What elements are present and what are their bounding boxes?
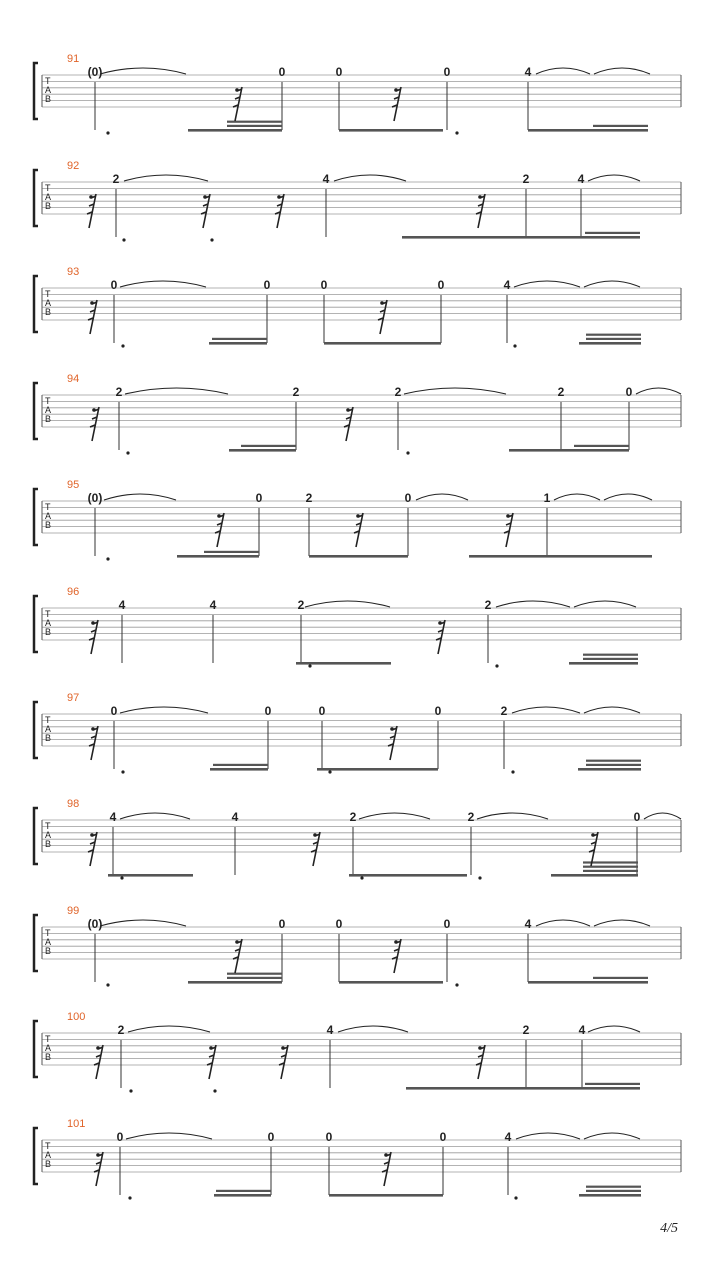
tie-arc <box>604 494 652 500</box>
dot-icon <box>122 238 125 241</box>
rest-icon <box>275 194 284 228</box>
system-bracket <box>34 808 38 864</box>
dot-icon <box>120 876 123 879</box>
tie-arc <box>334 175 406 181</box>
tie-arc <box>644 813 681 819</box>
fret-number: 4 <box>503 278 511 292</box>
fret-number: 4 <box>326 1023 334 1037</box>
measure-number: 94 <box>67 373 80 385</box>
tab-clef-letter: B <box>45 201 52 211</box>
beam <box>227 125 282 127</box>
beam <box>528 981 648 984</box>
fret-number: 2 <box>349 810 357 824</box>
system-bracket <box>34 63 38 119</box>
fret-number: 1 <box>543 491 551 505</box>
tab-clef-letter: A <box>45 405 52 415</box>
rest-icon <box>215 513 224 547</box>
fret-number: (0) <box>87 491 103 505</box>
rest-head-icon <box>91 621 95 625</box>
fret-number: 2 <box>112 172 120 186</box>
tab-system <box>34 53 681 135</box>
dot-icon <box>129 1089 132 1092</box>
tab-clef-letter: A <box>45 724 52 734</box>
rest-head-icon <box>92 408 96 412</box>
rest-icon <box>388 726 397 760</box>
rest-head-icon <box>235 940 239 944</box>
fret-number: 0 <box>439 1130 447 1144</box>
beam <box>402 236 640 239</box>
rest-icon <box>504 513 513 547</box>
dot-icon <box>128 1196 131 1199</box>
rest-head-icon <box>591 833 595 837</box>
tie-arc <box>120 813 190 819</box>
tab-system <box>34 586 681 668</box>
measure-number: 93 <box>67 266 80 278</box>
tie-arc <box>588 175 640 181</box>
rest-icon <box>233 87 242 121</box>
beam <box>585 232 640 234</box>
tab-system <box>34 692 681 774</box>
dot-icon <box>455 983 458 986</box>
fret-number: 2 <box>500 704 508 718</box>
beam <box>593 977 648 979</box>
tab-clef-letter: T <box>45 928 51 938</box>
fret-number: 0 <box>404 491 412 505</box>
fret-number: 4 <box>118 598 126 612</box>
fret-number: 4 <box>504 1130 512 1144</box>
fret-number: 4 <box>231 810 239 824</box>
rest-head-icon <box>90 833 94 837</box>
fret-number: 0 <box>116 1130 124 1144</box>
rest-head-icon <box>277 195 281 199</box>
measure-number: 99 <box>67 905 80 917</box>
beam <box>586 764 641 766</box>
tie-arc <box>100 920 186 926</box>
fret-number: 4 <box>577 172 585 186</box>
rest-icon <box>88 832 97 866</box>
rest-icon <box>476 1045 485 1079</box>
beam <box>578 768 641 771</box>
tab-system <box>34 373 681 455</box>
measure-number: 91 <box>67 53 80 65</box>
rest-icon <box>94 1152 103 1186</box>
system-bracket <box>34 915 38 971</box>
tie-arc <box>514 281 580 287</box>
rest-head-icon <box>89 195 93 199</box>
beam <box>583 658 638 660</box>
rest-icon <box>89 620 98 654</box>
rest-icon <box>88 300 97 334</box>
beam <box>329 1194 443 1197</box>
fret-number: 2 <box>292 385 300 399</box>
dot-icon <box>360 876 363 879</box>
system-bracket <box>34 276 38 332</box>
tie-arc <box>512 707 580 713</box>
fret-number: 0 <box>267 1130 275 1144</box>
tab-clef-letter: A <box>45 618 52 628</box>
fret-number: 4 <box>524 917 532 931</box>
rest-icon <box>382 1152 391 1186</box>
tab-clef-letter: T <box>45 715 51 725</box>
measure-number: 95 <box>67 479 80 491</box>
rest-icon <box>344 407 353 441</box>
beam <box>212 338 267 340</box>
fret-number: (0) <box>87 917 103 931</box>
beam <box>309 555 408 558</box>
beam <box>216 1190 271 1192</box>
tie-arc <box>584 1133 640 1139</box>
tie-arc <box>404 388 506 394</box>
beam <box>204 551 259 553</box>
tab-clef-letter: T <box>45 396 51 406</box>
rest-head-icon <box>90 301 94 305</box>
beam <box>551 874 638 877</box>
system-bracket <box>34 1021 38 1077</box>
tab-clef-letter: B <box>45 1052 52 1062</box>
page-number: 4/5 <box>660 1221 678 1236</box>
beam <box>586 338 641 340</box>
dot-icon <box>213 1089 216 1092</box>
fret-number: 0 <box>255 491 263 505</box>
beam <box>574 445 629 447</box>
tab-clef-letter: T <box>45 821 51 831</box>
tie-arc <box>477 813 548 819</box>
rest-head-icon <box>394 940 398 944</box>
tab-system <box>34 266 681 348</box>
tab-clef-letter: B <box>45 94 52 104</box>
beam <box>469 555 652 558</box>
tie-arc <box>496 601 570 607</box>
tab-clef-letter: T <box>45 609 51 619</box>
tab-clef-letter: B <box>45 307 52 317</box>
tab-clef-letter: B <box>45 414 52 424</box>
beam <box>241 445 296 447</box>
beam <box>528 129 648 132</box>
beam <box>586 760 641 762</box>
fret-number: 0 <box>434 704 442 718</box>
tab-clef-letter: B <box>45 627 52 637</box>
rest-icon <box>94 1045 103 1079</box>
measure-number: 101 <box>67 1118 86 1130</box>
tie-arc <box>120 707 208 713</box>
system-bracket <box>34 596 38 652</box>
rest-icon <box>392 939 401 973</box>
tab-system <box>34 798 681 880</box>
beam <box>569 662 638 665</box>
rest-head-icon <box>506 514 510 518</box>
beam <box>324 342 441 345</box>
rest-head-icon <box>390 727 394 731</box>
tab-clef-letter: T <box>45 502 51 512</box>
tie-arc <box>124 175 208 181</box>
measure-number: 97 <box>67 692 80 704</box>
beam <box>229 449 296 452</box>
tab-clef-letter: T <box>45 1034 51 1044</box>
rest-head-icon <box>235 88 239 92</box>
system-bracket <box>34 489 38 545</box>
fret-number: 0 <box>110 278 118 292</box>
fret-number: 2 <box>115 385 123 399</box>
beam <box>227 977 282 979</box>
tie-arc <box>536 920 590 926</box>
tab-clef-letter: A <box>45 192 52 202</box>
fret-number: 0 <box>110 704 118 718</box>
beam <box>509 449 629 452</box>
dot-icon <box>121 344 124 347</box>
beam <box>586 334 641 336</box>
system-bracket <box>34 383 38 439</box>
beam <box>583 654 638 656</box>
tie-arc <box>554 494 600 500</box>
measure-number: 100 <box>67 1011 86 1023</box>
rest-head-icon <box>91 727 95 731</box>
rest-head-icon <box>394 88 398 92</box>
tab-clef-letter: B <box>45 1159 52 1169</box>
dot-icon <box>106 131 109 134</box>
beam <box>214 1194 271 1197</box>
dot-icon <box>478 876 481 879</box>
rest-head-icon <box>96 1153 100 1157</box>
tab-clef-letter: T <box>45 183 51 193</box>
dot-icon <box>328 770 331 773</box>
beam <box>579 1194 641 1197</box>
fret-number: (0) <box>87 65 103 79</box>
tie-arc <box>126 1133 212 1139</box>
tie-arc <box>584 707 640 713</box>
fret-number: 2 <box>522 172 530 186</box>
fret-number: 0 <box>625 385 633 399</box>
tie-arc <box>120 281 206 287</box>
measure-number: 92 <box>67 160 80 172</box>
tab-clef-letter: A <box>45 937 52 947</box>
rest-head-icon <box>380 301 384 305</box>
fret-number: 0 <box>633 810 641 824</box>
tab-clef-letter: A <box>45 85 52 95</box>
tab-clef-letter: B <box>45 520 52 530</box>
fret-number: 2 <box>297 598 305 612</box>
dot-icon <box>308 664 311 667</box>
rest-icon <box>89 726 98 760</box>
beam <box>586 1190 641 1192</box>
tab-clef-letter: T <box>45 289 51 299</box>
dot-icon <box>126 451 129 454</box>
beam <box>585 1083 640 1085</box>
fret-number: 0 <box>437 278 445 292</box>
system-bracket <box>34 702 38 758</box>
beam <box>339 981 443 984</box>
beam <box>209 342 267 345</box>
rest-head-icon <box>438 621 442 625</box>
tie-arc <box>100 68 186 74</box>
rest-head-icon <box>96 1046 100 1050</box>
tab-clef-letter: T <box>45 76 51 86</box>
beam <box>177 555 259 558</box>
tab-clef-letter: A <box>45 298 52 308</box>
fret-number: 0 <box>278 917 286 931</box>
fret-number: 0 <box>443 65 451 79</box>
rest-icon <box>436 620 445 654</box>
tie-arc <box>125 388 228 394</box>
fret-number: 4 <box>322 172 330 186</box>
rest-head-icon <box>217 514 221 518</box>
tie-arc <box>636 388 681 394</box>
tab-system <box>34 160 681 242</box>
measure-number: 96 <box>67 586 80 598</box>
fret-number: 2 <box>305 491 313 505</box>
dot-icon <box>511 770 514 773</box>
tab-clef-letter: A <box>45 1043 52 1053</box>
measure-number: 98 <box>67 798 80 810</box>
beam <box>213 764 268 766</box>
beam <box>210 768 268 771</box>
tie-arc <box>104 494 176 500</box>
rest-head-icon <box>346 408 350 412</box>
tie-arc <box>584 281 640 287</box>
dot-icon <box>210 238 213 241</box>
tab-clef-letter: A <box>45 1150 52 1160</box>
fret-number: 2 <box>557 385 565 399</box>
tie-arc <box>416 494 468 500</box>
fret-number: 0 <box>318 704 326 718</box>
rest-icon <box>233 939 242 973</box>
tie-arc <box>536 68 590 74</box>
rest-icon <box>392 87 401 121</box>
rest-icon <box>378 300 387 334</box>
beam <box>583 870 638 872</box>
tab-clef-letter: B <box>45 839 52 849</box>
beam <box>188 981 282 984</box>
fret-number: 4 <box>109 810 117 824</box>
dot-icon <box>106 557 109 560</box>
beam <box>317 768 438 771</box>
tab-system <box>34 1118 681 1200</box>
tab-system <box>34 479 681 561</box>
dot-icon <box>514 1196 517 1199</box>
dot-icon <box>106 983 109 986</box>
fret-number: 4 <box>209 598 217 612</box>
tie-arc <box>574 601 636 607</box>
rest-icon <box>311 832 320 866</box>
fret-number: 2 <box>394 385 402 399</box>
beam <box>586 1186 641 1188</box>
rest-head-icon <box>356 514 360 518</box>
system-bracket <box>34 170 38 226</box>
tab-system <box>34 905 681 987</box>
beam <box>339 129 443 132</box>
beam <box>188 129 282 132</box>
rest-icon <box>90 407 99 441</box>
fret-number: 0 <box>320 278 328 292</box>
tie-arc <box>516 1133 580 1139</box>
tab-clef-letter: A <box>45 830 52 840</box>
fret-number: 0 <box>443 917 451 931</box>
beam <box>406 1087 640 1090</box>
tab-clef-letter: A <box>45 511 52 521</box>
dot-icon <box>513 344 516 347</box>
rest-head-icon <box>478 1046 482 1050</box>
tie-arc <box>588 1026 640 1032</box>
rest-icon <box>87 194 96 228</box>
rest-head-icon <box>313 833 317 837</box>
tab-system <box>34 1011 681 1093</box>
rest-head-icon <box>384 1153 388 1157</box>
dot-icon <box>121 770 124 773</box>
rest-icon <box>354 513 363 547</box>
tie-arc <box>359 813 430 819</box>
tie-arc <box>128 1026 210 1032</box>
dot-icon <box>406 451 409 454</box>
fret-number: 2 <box>117 1023 125 1037</box>
rest-icon <box>476 194 485 228</box>
beam <box>593 125 648 127</box>
fret-number: 0 <box>335 917 343 931</box>
tie-arc <box>594 68 650 74</box>
fret-number: 4 <box>524 65 532 79</box>
system-bracket <box>34 1128 38 1184</box>
fret-number: 0 <box>325 1130 333 1144</box>
fret-number: 0 <box>264 704 272 718</box>
beam <box>296 662 391 665</box>
tie-arc <box>594 920 650 926</box>
tab-clef-letter: T <box>45 1141 51 1151</box>
fret-number: 0 <box>335 65 343 79</box>
fret-number: 2 <box>522 1023 530 1037</box>
rest-icon <box>207 1045 216 1079</box>
beam <box>108 874 193 877</box>
tab-clef-letter: B <box>45 946 52 956</box>
dot-icon <box>455 131 458 134</box>
beam <box>349 874 467 877</box>
fret-number: 2 <box>467 810 475 824</box>
tab-clef-letter: B <box>45 733 52 743</box>
fret-number: 4 <box>578 1023 586 1037</box>
rest-head-icon <box>203 195 207 199</box>
rest-head-icon <box>478 195 482 199</box>
rest-head-icon <box>281 1046 285 1050</box>
rest-head-icon <box>209 1046 213 1050</box>
rest-icon <box>589 832 598 866</box>
tie-arc <box>338 1026 408 1032</box>
beam <box>579 342 641 345</box>
tie-arc <box>305 601 390 607</box>
fret-number: 0 <box>278 65 286 79</box>
rest-icon <box>201 194 210 228</box>
fret-number: 0 <box>263 278 271 292</box>
fret-number: 2 <box>484 598 492 612</box>
dot-icon <box>495 664 498 667</box>
rest-icon <box>279 1045 288 1079</box>
